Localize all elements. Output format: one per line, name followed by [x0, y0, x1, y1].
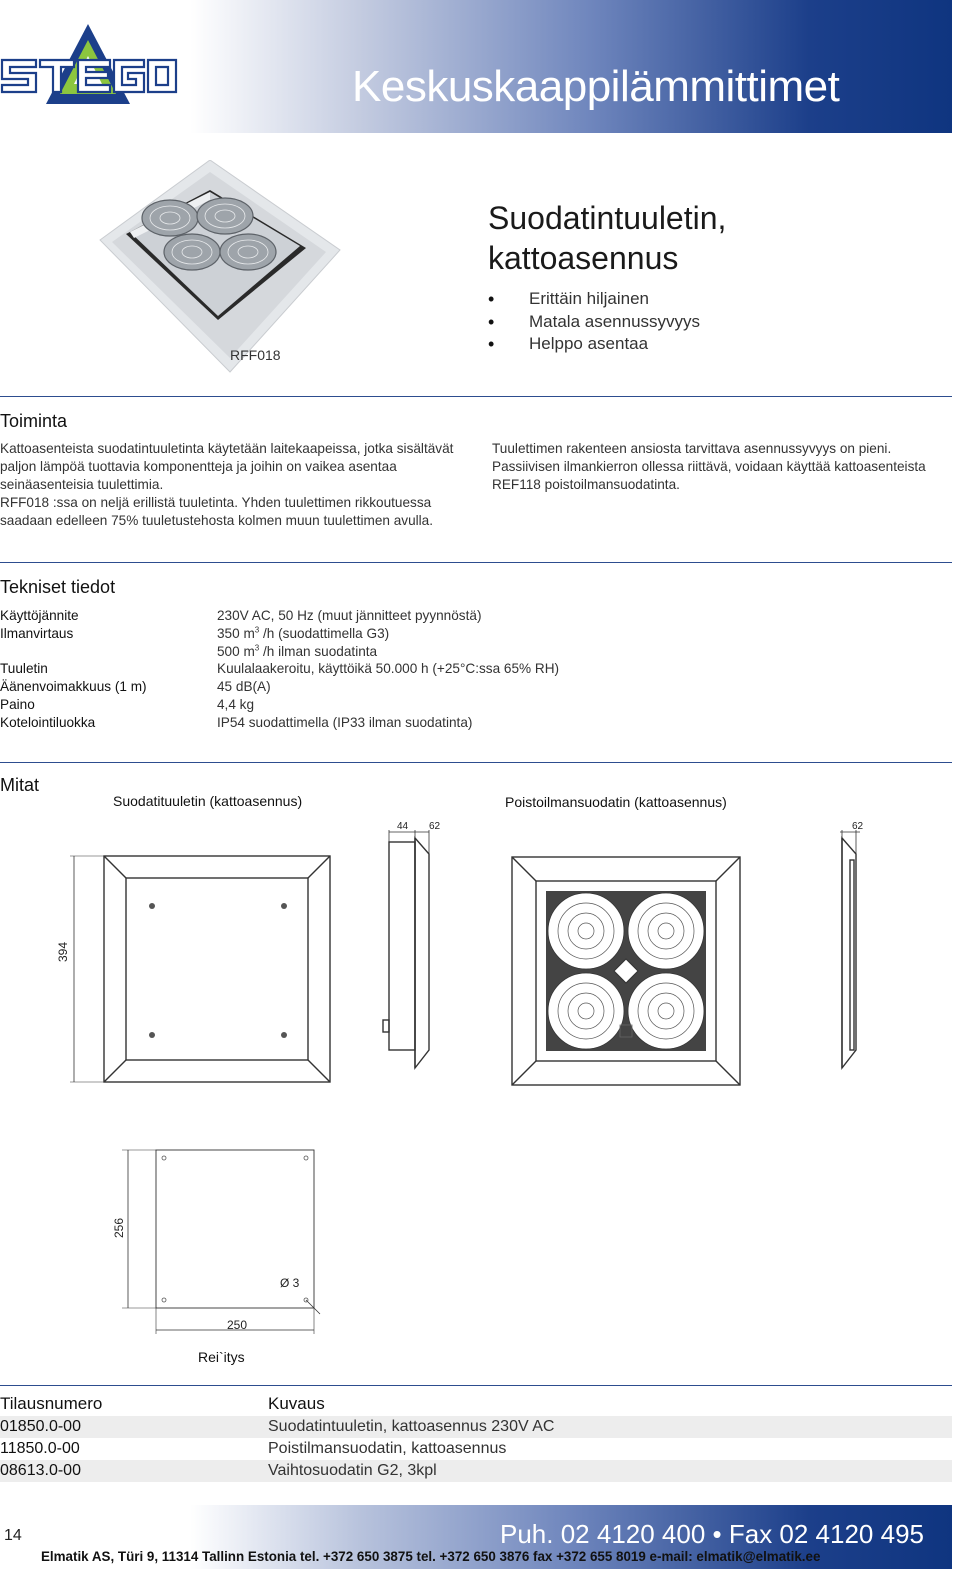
section-divider	[0, 562, 952, 563]
left-drawing-caption: Suodatituuletin (kattoasennus)	[113, 793, 303, 809]
toiminta-right-text: Tuulettimen rakenteen ansiosta tarvittava asennussyvyys on pieni. Passiivisen ilmankierron ollessa riittävä, voidaan käyttää kattoasenteista REF118 poistoilmansuodatinta.	[492, 441, 926, 492]
dim-62: 62	[429, 821, 441, 832]
product-title-line1: Suodatintuuletin,	[488, 200, 727, 236]
spec-label: Kotelointiluokka	[0, 714, 96, 730]
product-caption: RFF018	[230, 347, 281, 363]
section-title-mitat: Mitat	[0, 775, 40, 795]
exhaust-front-drawing	[500, 845, 765, 1095]
spec-label: Äänenvoimakkuus (1 m)	[0, 679, 147, 695]
order-description: Vaihtosuodatin G2, 3kpl	[268, 1462, 437, 1479]
order-number: 11850.0-00	[0, 1440, 80, 1457]
spec-label	[0, 643, 147, 661]
dim-62-right: 62	[852, 821, 864, 832]
product-title-line2: kattoasennus	[488, 240, 679, 276]
product-title	[488, 198, 918, 278]
order-description: Suodatintuuletin, kattoasennus 230V AC	[268, 1418, 555, 1435]
toiminta-para-1: Kattoasenteista suodatintuuletinta käytetään laitekaapeissa, jotka sisältävät paljon lämpöä tuottavia komponentteja ja joihin on vaikea asentaa seinäasenteisia tuulettimia.	[0, 441, 454, 492]
table-row	[0, 1416, 952, 1438]
fan-side-drawing	[375, 820, 465, 1090]
toiminta-para-2: RFF018 :ssa on neljä erillistä tuuletinta. Yhden tuulettimen rikkoutuessa saadaan edelleen 75% tuuletustehosta kolmen muun tuulettimen avulla.	[0, 495, 434, 528]
feature-item: • Helppo asentaa	[488, 333, 700, 356]
spec-values	[217, 607, 559, 732]
exhaust-side-drawing	[830, 820, 890, 1090]
page-number: 14	[4, 1527, 22, 1544]
table-row	[0, 1438, 952, 1460]
toiminta-left-text	[0, 440, 462, 530]
dim-250: 250	[227, 1318, 248, 1332]
order-col-number: Tilausnumero	[0, 1394, 103, 1413]
order-description: Poistilmansuodatin, kattoasennus	[268, 1440, 507, 1457]
page-title: Keskuskaappilämmittimet	[352, 62, 840, 111]
section-title-toiminta: Toiminta	[0, 411, 68, 431]
dim-d3: Ø 3	[280, 1276, 300, 1290]
fan-front-drawing	[60, 830, 350, 1090]
spec-value: 45 dB(A)	[217, 679, 271, 695]
spec-value: 500 $m^3$ /h ilman suodatinta	[217, 643, 378, 659]
spec-value: 230V AC, 50 Hz (muut jännitteet pyynnöstä)	[217, 608, 482, 623]
spec-value: Kuulalaakeroitu, käyttöikä 50.000 h (+25°C:ssa 65% RH)	[217, 661, 560, 677]
dim-256: 256	[112, 1217, 126, 1238]
cutout-drawing	[108, 1140, 328, 1340]
spec-value: IP54 suodattimella (IP33 ilman suodatinta)	[217, 714, 473, 730]
footer-phone: Puh. 02 4120 400 • Fax 02 4120 495	[500, 1519, 924, 1549]
spec-value: 4,4 kg	[217, 696, 255, 712]
dim-44: 44	[397, 821, 409, 832]
section-divider	[0, 396, 952, 397]
footer-contact: Elmatik AS, Türi 9, 11314 Tallinn Estonia tel. +372 650 3875 tel. +372 650 3876 fax +372 655 8019 e-mail: elmatik@elmatik.ee	[41, 1549, 821, 1564]
order-number: 08613.0-00	[0, 1462, 81, 1479]
spec-labels	[0, 607, 147, 732]
cutout-caption: Rei`itys	[198, 1349, 245, 1365]
section-divider	[0, 762, 952, 763]
section-divider	[0, 1385, 952, 1386]
order-col-description: Kuvaus	[268, 1394, 325, 1413]
spec-label: Paino	[0, 696, 35, 712]
feature-item: • Matala asennussyvyys	[488, 311, 700, 334]
stego-logo	[0, 22, 180, 112]
section-title-tekniset: Tekniset tiedot	[0, 577, 116, 597]
spec-label: Käyttöjännite	[0, 608, 79, 623]
dim-394: 394	[56, 941, 70, 962]
spec-value: 350 $m^3$ /h (suodattimella G3)	[217, 625, 390, 641]
spec-label: Ilmanvirtaus	[0, 625, 74, 641]
feature-list	[488, 288, 700, 356]
product-photo	[90, 160, 345, 375]
right-drawing-caption: Poistoilmansuodatin (kattoasennus)	[505, 794, 727, 810]
feature-item: • Erittäin hiljainen	[488, 288, 700, 311]
spec-label: Tuuletin	[0, 661, 48, 677]
order-number: 01850.0-00	[0, 1418, 81, 1435]
table-row	[0, 1460, 952, 1482]
